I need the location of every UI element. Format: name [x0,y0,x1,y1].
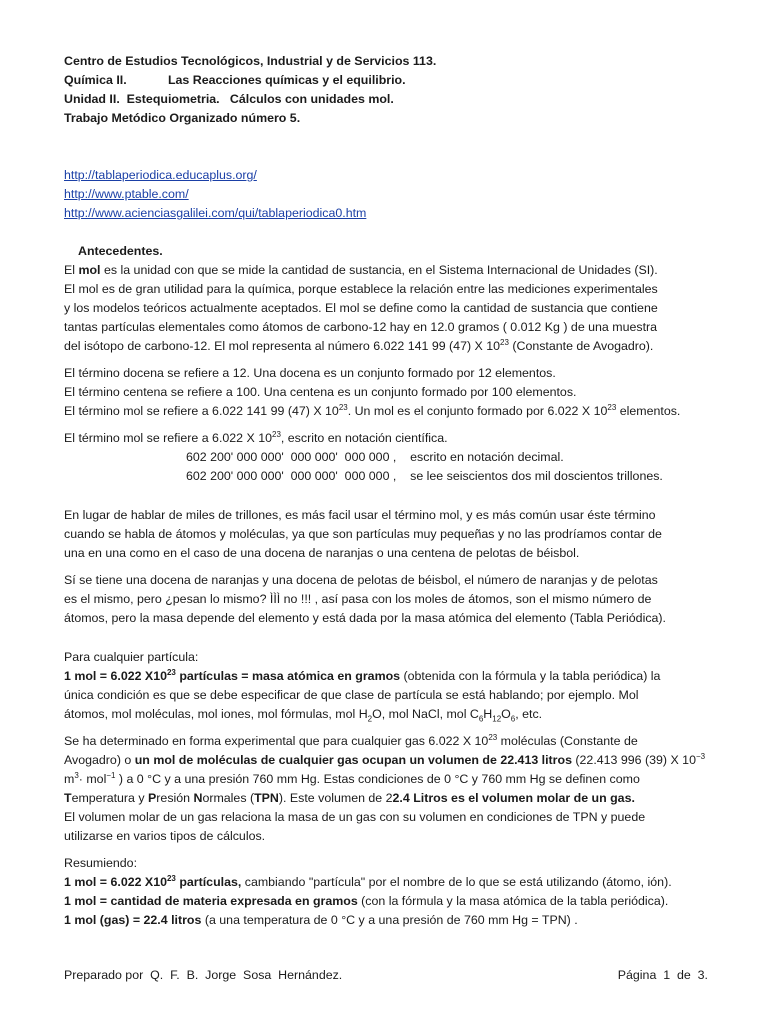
paragraph-line: Sí se tiene una docena de naranjas y una docena de pelotas de béisbol, el número de naranjas y de pelotas [64,573,658,587]
resumiendo-title: Resumiendo: [64,856,138,870]
decimal-reading-line: 602 200' 000 000' 000 000' 000 000 , se lee seiscientos dos mil doscientos trillones. [186,469,663,483]
paragraph-line: El término mol se refiere a 6.022 141 99 (47) X $10^{23}$. Un mol es el conjunto formado por 6.022 X $10^{23}$ elementos. [64,402,681,418]
header-line-3: Unidad II. Estequiometria. Cálculos con unidades mol. [64,92,394,106]
paragraph-line: única condición es que se debe especificar de que clase de partícula se está hablando; por ejemplo. Mol [64,688,639,702]
lugar-section [64,506,728,563]
notacion-section [64,429,728,486]
particula-section [64,648,728,724]
paragraph-line: utilizarse en varios tipos de cálculos. [64,829,266,843]
gas-section [64,732,728,846]
decimal-notation-line: 602 200' 000 000' 000 000' 000 000 , escrito en notación decimal. [186,450,564,464]
paragraph-line: Avogadro) o un mol de moléculas de cualquier gas ocupan un volumen de 22.413 litros (22.413 996 (39) X $10^{-3}$ [64,751,706,767]
header-line-4: Trabajo Metódico Organizado número 5. [64,111,301,125]
paragraph-line: es el mismo, pero ¿pesan lo mismo? ÌÌÌ no !!! , así pasa con los moles de átomos, son el mismo número de [64,592,652,606]
paragraph-line: átomos, mol moléculas, mol iones, mol fórmulas, mol $H_2O$, mol NaCl, mol $C_6H_{12}O_6$, etc. [64,707,543,724]
paragraph-line: 1 mol = cantidad de materia expresada en gramos (con la fórmula y la masa atómica de la tabla periódica). [64,894,669,908]
paragraph-line: Para cualquier partícula: [64,650,199,664]
paragraph-line: El mol es de gran utilidad para la química, porque establece la relación entre las mediciones experimentales [64,282,658,296]
footer-author: Preparado por Q. F. B. Jorge Sosa Hernández. [64,968,343,982]
paragraph-line: $m^3\cdot mol^{-1}$ ) a 0 °C y a una presión 760 mm Hg. Estas condiciones de 0 °C y 760 mm Hg se definen como [64,770,640,786]
paragraph-line: tantas partículas elementales como átomos de carbono-12 hay en 12.0 gramos ( 0.012 Kg ) de una muestra [64,320,658,334]
paragraph-line: del isótopo de carbono-12. El mol representa al número 6.022 141 99 (47) X $10^{23}$ (Constante de Avogadro). [64,337,654,353]
paragraph-line: cuando se habla de átomos y moléculas, ya que son partículas muy pequeñas y no las prodríamos contar de [64,527,662,541]
paragraph-line: El término mol se refiere a 6.022 X $10^{23}$, escrito en notación científica. [64,429,448,445]
resumiendo-section [64,854,728,930]
antecedentes-section [64,242,728,356]
footer-page-number: Página 1 de 3. [617,968,708,982]
document-header [64,52,728,128]
header-line-1: Centro de Estudios Tecnológicos, Industrial y de Servicios 113. [64,54,437,68]
link-acienciasgalilei[interactable]: http://www.acienciasgalilei.com/qui/tablaperiodica0.htm [64,206,367,220]
page-footer [64,966,708,985]
paragraph-line: 1 mol (gas) = 22.4 litros (a una temperatura de 0 °C y a una presión de 760 mm Hg = TPN) . [64,913,578,927]
paragraph-line: El término centena se refiere a 100. Una centena es un conjunto formado por 100 elementos. [64,385,577,399]
paragraph-line: 1 mol = 6.022 $X10^{23}$ partículas = masa atómica en gramos (obtenida con la fórmula y la tabla periódica) la [64,667,661,683]
header-line-2: Química II. Las Reacciones químicas y el equilibrio. [64,73,406,87]
paragraph-line: 1 mol = 6.022 $X10^{23}$ partículas, cambiando "partícula" por el nombre de lo que se está utilizando (átomo, ión). [64,873,672,889]
paragraph-line: El volumen molar de un gas relaciona la masa de un gas con su volumen en condiciones de TPN y puede [64,810,646,824]
paragraph-line: una en una como en el caso de una docena de naranjas o una centena de pelotas de béisbol. [64,546,580,560]
paragraph-line: Temperatura y Presión Normales (TPN). Este volumen de 22.4 Litros es el volumen molar de un gas. [64,791,635,805]
link-list [64,166,728,223]
paragraph-line: El mol es la unidad con que se mide la cantidad de sustancia, en el Sistema Internacional de Unidades (SI). [64,263,658,277]
document-page [64,52,728,930]
termino-section [64,364,728,421]
paragraph-line: El término docena se refiere a 12. Una docena es un conjunto formado por 12 elementos. [64,366,556,380]
antecedentes-title: Antecedentes. [78,244,163,258]
paragraph-line: Se ha determinado en forma experimental que para cualquier gas 6.022 X $10^{23}$ moléculas (Constante de [64,732,638,748]
link-ptable[interactable]: http://www.ptable.com/ [64,187,189,201]
naranjas-section [64,571,728,628]
paragraph-line: y los modelos teóricos actualmente aceptados. El mol se define como la cantidad de sustancia que contiene [64,301,658,315]
link-educaplus[interactable]: http://tablaperiodica.educaplus.org/ [64,168,257,182]
paragraph-line: átomos, pero la masa depende del elemento y está dada por la masa atómica del elemento (Tabla Periódica). [64,611,666,625]
paragraph-line: En lugar de hablar de miles de trillones, es más facil usar el término mol, y es más común usar éste término [64,508,656,522]
